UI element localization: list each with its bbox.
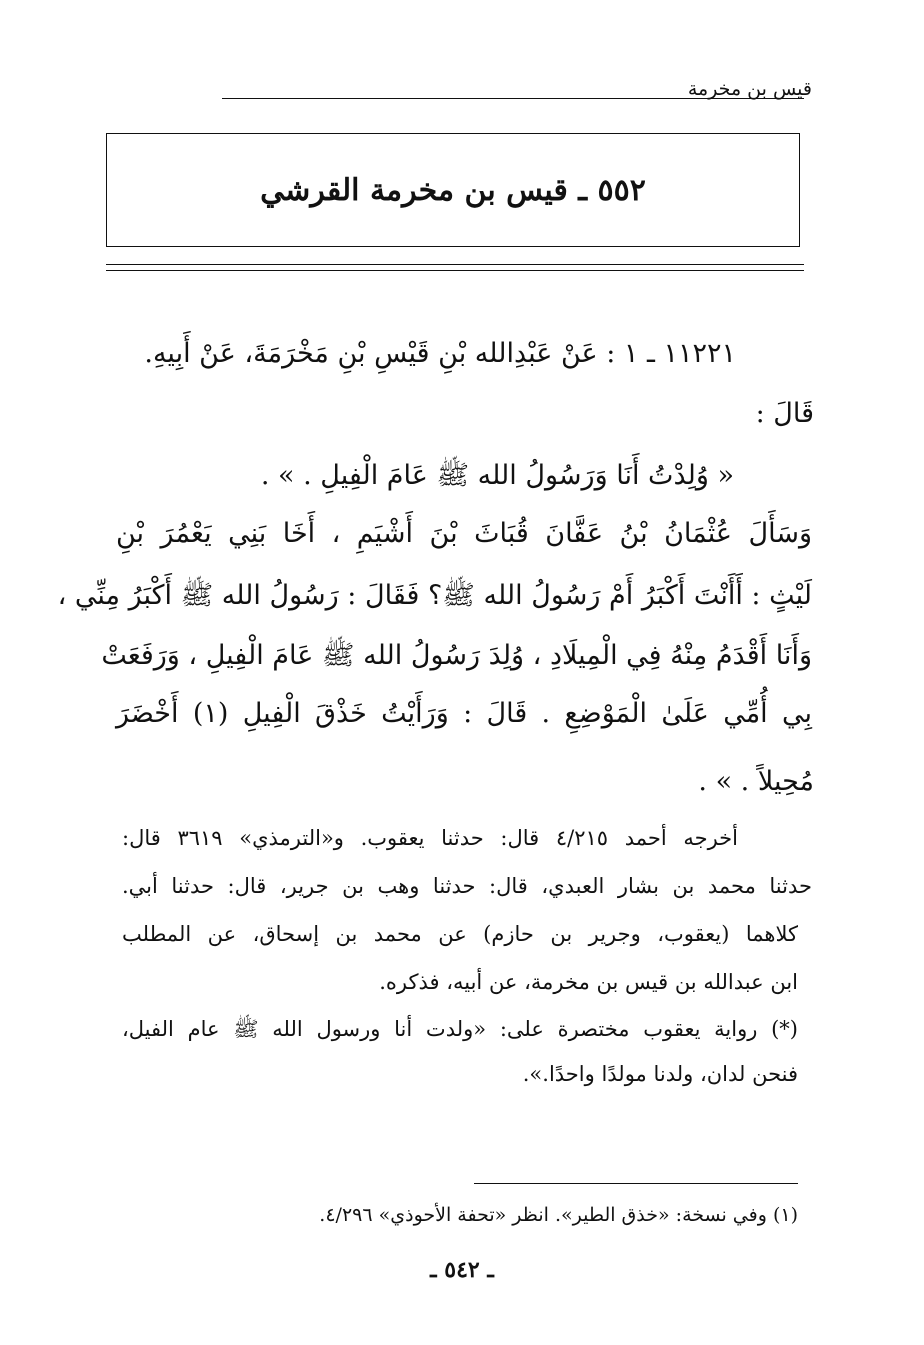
page-number: ـ ٥٤٢ ـ <box>430 1257 494 1283</box>
running-head: قيس بن مخرمة <box>687 78 812 100</box>
title-rule-bottom <box>106 270 804 271</box>
takhrij-line: كلاهما (يعقوب، وجرير بن حازم) عن محمد بن إسحاق، عن المطلب <box>122 922 798 946</box>
hadith-line: « وُلِدْتُ أَنَا وَرَسُولُ الله ﷺ عَامَ الْفِيلِ . » . <box>260 460 734 491</box>
takhrij-line: ابن عبدالله بن قيس بن مخرمة، عن أبيه، فذكره. <box>379 970 798 994</box>
running-head-rule <box>222 98 804 99</box>
hadith-line: ١١٢٢١ ـ ١ : عَنْ عَبْدِالله بْنِ قَيْسِ بْنِ مَخْرَمَةَ، عَنْ أَبِيهِ. <box>144 338 736 369</box>
title-rule-top <box>106 264 804 265</box>
hadith-line: مُحِيلاً . » . <box>698 766 814 797</box>
footnote: (١) وفي نسخة: «خذق الطير». انظر «تحفة الأحوذي» ٤/٢٩٦. <box>319 1204 798 1226</box>
takhrij-line: فنحن لدان، ولدنا مولدًا واحدًا.». <box>522 1062 798 1086</box>
hadith-line: بِي أُمِّي عَلَىٰ الْمَوْضِعِ . قَالَ : وَرَأَيْتُ خَذْقَ الْفِيلِ (١) أَخْضَرَ <box>116 698 812 729</box>
footnote-rule <box>474 1183 798 1184</box>
takhrij-line: حدثنا محمد بن بشار العبدي، قال: حدثنا وهب بن جرير، قال: حدثنا أبي. <box>122 874 812 898</box>
takhrij-line: (*) رواية يعقوب مختصرة على: «ولدت أنا ورسول الله ﷺ عام الفيل، <box>122 1017 798 1041</box>
hadith-line: لَيْثٍ : أَأَنْتَ أَكْبَرُ أَمْ رَسُولُ الله ﷺ؟ فَقَالَ : رَسُولُ الله ﷺ أَكْبَرُ مِنِّي ، <box>57 580 812 611</box>
takhrij-line: أخرجه أحمد ٤/٢١٥ قال: حدثنا يعقوب. و«الترمذي» ٣٦١٩ قال: <box>122 826 738 850</box>
hadith-line: وَأَنَا أَقْدَمُ مِنْهُ فِي الْمِيلَادِ ، وُلِدَ رَسُولُ الله ﷺ عَامَ الْفِيلِ ، وَرَفَعَتْ <box>101 640 812 671</box>
entry-title: ٥٥٢ ـ قيس بن مخرمة القرشي <box>260 172 646 208</box>
entry-title-box <box>106 133 800 247</box>
hadith-line: وَسَأَلَ عُثْمَانُ بْنُ عَفَّانَ قُبَاثَ بْنَ أَشْيَمِ ، أَخَا بَنِي يَعْمُرَ بْنِ <box>116 518 812 549</box>
hadith-line: قَالَ : <box>755 398 814 429</box>
